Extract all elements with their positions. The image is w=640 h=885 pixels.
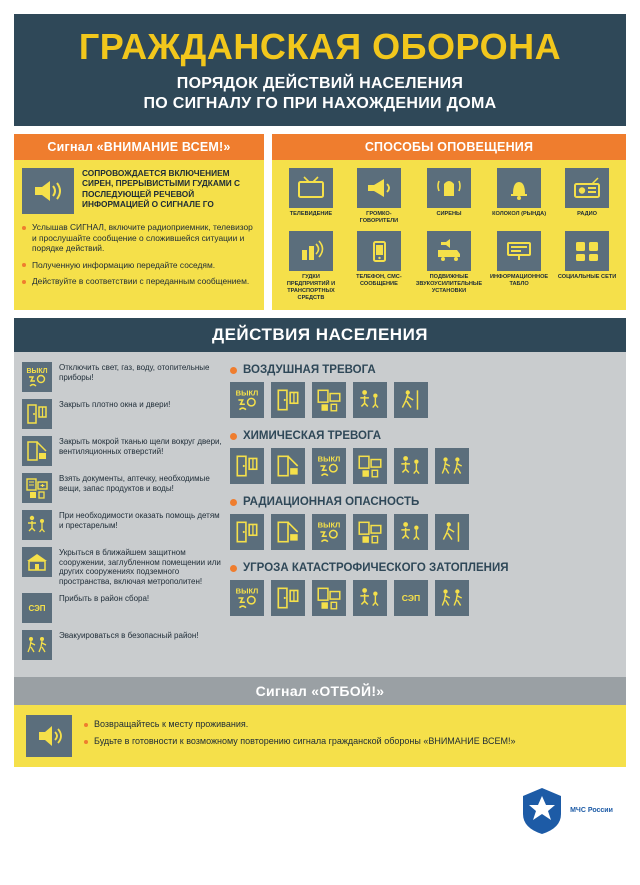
list-item	[348, 231, 410, 302]
shelter-run-icon	[394, 382, 428, 418]
alert-title-label: УГРОЗА КАТАСТРОФИЧЕСКОГО ЗАТОПЛЕНИЯ	[243, 562, 509, 574]
assembly-point-icon	[22, 593, 52, 623]
signal-panel	[14, 134, 264, 310]
loudspeaker-truck-icon	[427, 231, 471, 271]
list-item-label: КОЛОКОЛ (РЫНДА)	[492, 211, 547, 217]
list-item	[22, 436, 222, 466]
list-item-label: ИНФОРМАЦИОННОЕ ТАБЛО	[490, 274, 549, 287]
help-children-elderly-icon	[353, 382, 387, 418]
svg-text:ВЫКЛ: ВЫКЛ	[26, 368, 48, 375]
social-networks-icon	[565, 231, 609, 271]
list-item	[348, 168, 410, 225]
mchs-emblem-icon	[506, 781, 626, 841]
list-item	[22, 630, 222, 660]
page-subtitle-line1: ПОРЯДОК ДЕЙСТВИЙ НАСЕЛЕНИЯ	[176, 75, 464, 92]
list-item	[416, 168, 482, 225]
help-children-elderly-icon	[22, 510, 52, 540]
list-item	[22, 510, 222, 540]
close-window-door-icon	[271, 580, 305, 616]
list-item	[22, 473, 222, 503]
shelter-icon	[22, 547, 52, 577]
alert-title-air	[230, 364, 618, 376]
alert-title-label: ХИМИЧЕСКАЯ ТРЕВОГА	[243, 430, 382, 442]
power-off-icon	[230, 382, 264, 418]
page-title: ГРАЖДАНСКАЯ ОБОРОНА	[78, 26, 562, 67]
list-item	[22, 399, 222, 429]
signal-intro-text: СОПРОВОЖДАЕТСЯ ВКЛЮЧЕНИЕМ СИРЕН, ПРЕРЫВИСТЫМИ ГУДКАМИ С ПОСЛЕДУЮЩЕЙ РЕЧЕВОЙ ИНФОРМАЦИЕЙ О СИГНАЛЕ ГО	[82, 168, 241, 210]
alert-icons-air	[230, 382, 618, 418]
alert-icons-radiation	[230, 514, 618, 550]
power-off-icon	[230, 580, 264, 616]
speaker-icon	[26, 715, 72, 757]
list-item: Будьте в готовности к возможному повторению сигнала гражданской обороны «ВНИМАНИЕ ВСЕМ!»	[84, 736, 515, 747]
list-item-label: СОЦИАЛЬНЫЕ СЕТИ	[557, 274, 617, 280]
top-row	[14, 134, 626, 310]
svg-text:ВЫКЛ: ВЫКЛ	[317, 454, 341, 464]
evacuate-icon	[435, 448, 469, 484]
list-item-label: При необходимости оказать помощь детям и престарелым!	[59, 511, 220, 530]
poster-header	[14, 14, 626, 126]
power-off-icon	[312, 514, 346, 550]
info-board-icon	[497, 231, 541, 271]
assembly-point-icon	[394, 580, 428, 616]
list-item	[556, 231, 618, 302]
svg-text:ВЫКЛ: ВЫКЛ	[317, 520, 341, 530]
close-window-door-icon	[230, 448, 264, 484]
documents-supplies-icon	[353, 448, 387, 484]
list-item-label: Эвакуироваться в безопасный район!	[59, 631, 199, 641]
notification-panel	[272, 134, 626, 310]
close-window-door-icon	[271, 382, 305, 418]
seal-cracks-icon	[271, 514, 305, 550]
seal-cracks-icon	[22, 436, 52, 466]
list-item-label: Закрыть мокрой тканью щели вокруг двери, вентиляционных отверстий!	[59, 437, 222, 456]
list-item: Услышав СИГНАЛ, включите радиоприемник, телевизор и прослушайте сообщение о сложившейся ситуации и порядке действий.	[22, 222, 256, 254]
list-item-label: СИРЕНЫ	[436, 211, 462, 217]
notification-grid	[280, 168, 618, 302]
list-item	[416, 231, 482, 302]
bullet-dot-icon	[230, 367, 237, 374]
bullet-dot-icon	[230, 433, 237, 440]
legend-list	[22, 362, 222, 667]
alert-title-chemical	[230, 430, 618, 442]
documents-supplies-icon	[312, 580, 346, 616]
list-item	[488, 231, 550, 302]
list-item	[280, 231, 342, 302]
megaphone-icon	[357, 168, 401, 208]
list-item-label: ТЕЛЕВИДЕНИЕ	[289, 211, 333, 217]
list-item-label: ПОДВИЖНЫЕ ЗВУКОУСИЛИТЕЛЬНЫЕ УСТАНОВКИ	[415, 274, 483, 294]
siren-icon	[427, 168, 471, 208]
shelter-run-icon	[435, 514, 469, 550]
list-item	[280, 168, 342, 225]
main-section-header: ДЕЙСТВИЯ НАСЕЛЕНИЯ	[14, 318, 626, 352]
help-children-elderly-icon	[394, 448, 428, 484]
power-off-icon	[312, 448, 346, 484]
documents-supplies-icon	[22, 473, 52, 503]
list-item	[22, 547, 222, 586]
alert-title-radiation	[230, 496, 618, 508]
signal-bullet-list	[22, 222, 256, 287]
loudspeaker-icon	[22, 168, 74, 214]
list-item-label: ТЕЛЕФОН, СМС-СООБЩЕНИЕ	[356, 274, 402, 287]
list-item	[488, 168, 550, 225]
list-item-label: Отключить свет, газ, воду, отопительные приборы!	[59, 363, 210, 382]
signal-panel-body	[14, 160, 264, 310]
alert-title-label: РАДИАЦИОННАЯ ОПАСНОСТЬ	[243, 496, 420, 508]
radio-icon	[565, 168, 609, 208]
svg-text:ВЫКЛ: ВЫКЛ	[235, 586, 259, 596]
emblem-label: МЧС России	[570, 807, 613, 815]
evacuate-icon	[22, 630, 52, 660]
page-subtitle-line2: ПО СИГНАЛУ ГО ПРИ НАХОЖДЕНИИ ДОМА	[143, 95, 497, 112]
help-children-elderly-icon	[353, 580, 387, 616]
otboy-body	[14, 705, 626, 767]
list-item	[556, 168, 618, 225]
bell-icon	[497, 168, 541, 208]
list-item-label: ГРОМКО-ГОВОРИТЕЛИ	[359, 211, 399, 224]
seal-cracks-icon	[271, 448, 305, 484]
tv-icon	[289, 168, 333, 208]
bullet-dot-icon	[230, 565, 237, 572]
mobile-phone-icon	[357, 231, 401, 271]
factory-horn-icon	[289, 231, 333, 271]
list-item: Возвращайтесь к месту проживания.	[84, 719, 515, 730]
otboy-bullet-list	[84, 719, 515, 753]
list-item-label: ГУДКИ ПРЕДПРИЯТИЙ И ТРАНСПОРТНЫХ СРЕДСТВ	[286, 274, 336, 301]
alert-title-label: ВОЗДУШНАЯ ТРЕВОГА	[243, 364, 376, 376]
evacuate-icon	[435, 580, 469, 616]
help-children-elderly-icon	[394, 514, 428, 550]
bullet-dot-icon	[230, 499, 237, 506]
list-item	[22, 593, 222, 623]
list-item	[22, 362, 222, 392]
notification-panel-body	[272, 160, 626, 310]
list-item-label: Взять документы, аптечку, необходимые вещи, запас продуктов и воды!	[59, 474, 210, 493]
list-item: Полученную информацию передайте соседям.	[22, 260, 256, 271]
close-window-door-icon	[230, 514, 264, 550]
documents-supplies-icon	[312, 382, 346, 418]
list-item-label: Закрыть плотно окна и двери!	[59, 400, 171, 409]
close-window-door-icon	[22, 399, 52, 429]
documents-supplies-icon	[353, 514, 387, 550]
list-item: Действуйте в соответствии с переданным сообщением.	[22, 276, 256, 287]
list-item-label: Прибыть в район сбора!	[59, 594, 150, 604]
alert-title-flood	[230, 562, 618, 574]
list-item-label: Укрыться в ближайшем защитном сооружении, заглубленном помещении или других сооружениях подземного пространства, включая метрополитен!	[59, 548, 221, 586]
notification-panel-header: СПОСОБЫ ОПОВЕЩЕНИЯ	[272, 134, 626, 160]
alert-icons-chemical	[230, 448, 618, 484]
page-subtitle	[24, 74, 616, 114]
svg-text:ВЫКЛ: ВЫКЛ	[235, 388, 259, 398]
main-section-body	[14, 352, 626, 677]
otboy-header: Сигнал «ОТБОЙ!»	[14, 677, 626, 705]
svg-text:СЭП: СЭП	[401, 593, 421, 604]
alert-icons-flood	[230, 580, 618, 616]
list-item-label: РАДИО	[577, 211, 597, 217]
svg-text:СЭП: СЭП	[28, 604, 46, 614]
power-off-icon	[22, 362, 52, 392]
signal-panel-header: Сигнал «ВНИМАНИЕ ВСЕМ!»	[14, 134, 264, 160]
poster-footer	[14, 767, 626, 853]
alerts-list	[230, 362, 618, 667]
